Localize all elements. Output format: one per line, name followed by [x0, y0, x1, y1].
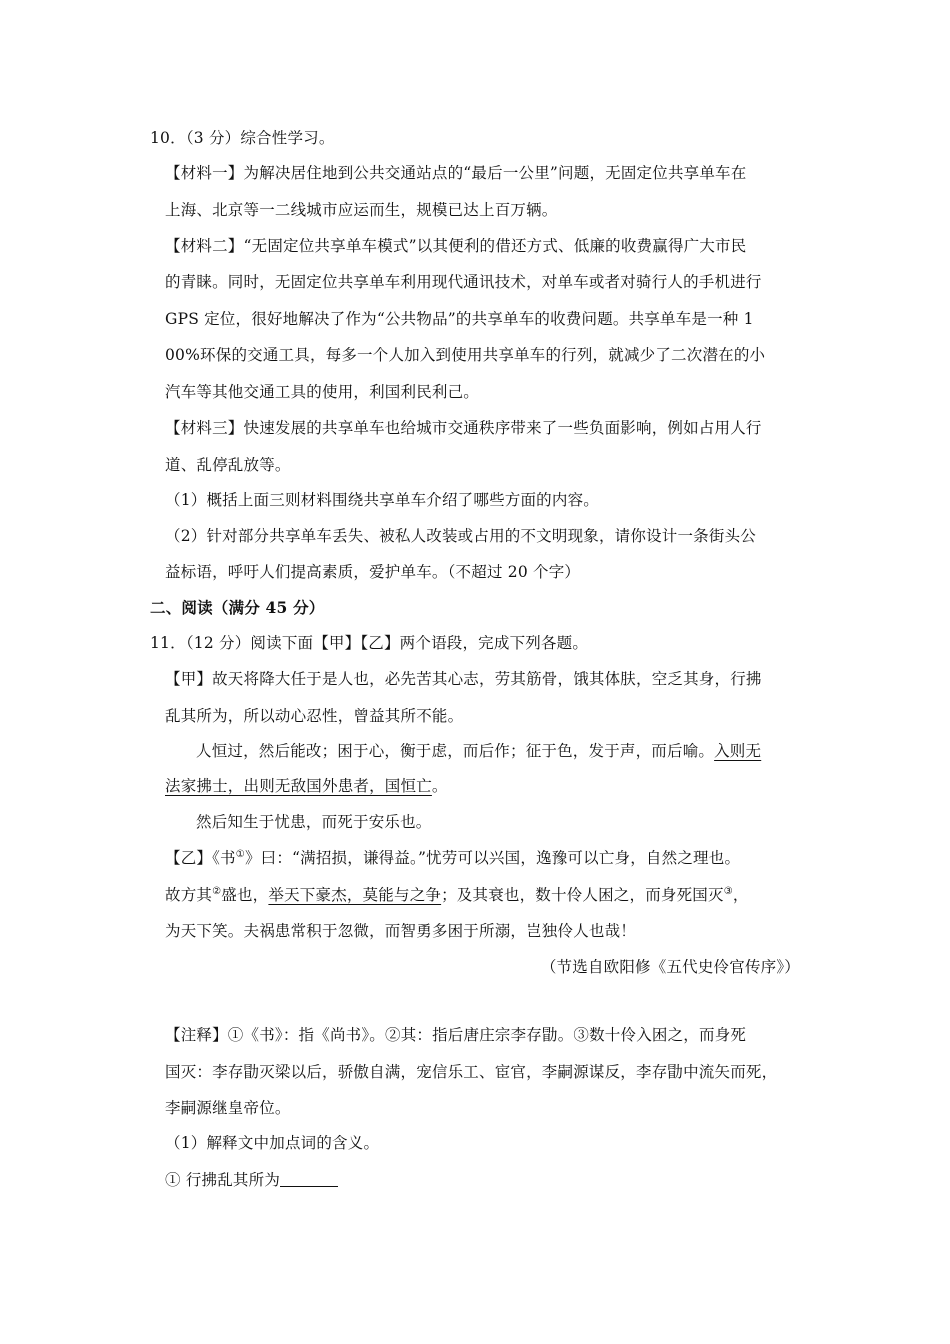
q10-title: 10．（3 分）综合性学习。 [150, 129, 335, 147]
q10-material2-line1: 【材料二】“无固定位共享单车模式”以其便利的借还方式、低廉的收费赢得广大市民 [165, 237, 747, 255]
q10-subquestion2-line2: 益标语，呼吁人们提高素质，爱护单车。（不超过 20 个字） [165, 563, 581, 581]
q10-material3-line2: 道、乱停乱放等。 [165, 456, 291, 474]
q10-material2-line3: GPS 定位，很好地解决了作为“公共物品”的共享单车的收费问题。共享单车是一种 1 [165, 310, 754, 328]
q11-yi-line1-a: 【乙】《书 [165, 849, 236, 867]
q10-material2-line2: 的青睐。同时，无固定位共享单车利用现代通讯技术，对单车或者对骑行人的手机进行 [165, 273, 762, 291]
q11-jia-underlined-part2: 法家拂士，出则无敌国外患者，国恒亡 [165, 777, 432, 795]
q10-subquestion2-line1: （2）针对部分共享单车丢失、被私人改装或占用的不文明现象，请你设计一条街头公 [165, 527, 756, 545]
q11-jia-para3: 然后知生于忧患，而死于安乐也。 [196, 813, 432, 831]
q11-yi-underlined: 举天下豪杰，莫能与之争 [268, 886, 442, 904]
q11-jia-line1: 【甲】故天将降大任于是人也，必先苦其心志，劳其筋骨，饿其体肤，空乏其身，行拂 [165, 670, 762, 688]
q11-yi-line2-d: ， [732, 886, 749, 904]
q10-subquestion1: （1）概括上面三则材料围绕共享单车介绍了哪些方面的内容。 [165, 491, 599, 509]
q11-jia-line2: 乱其所为，所以动心忍性，曾益其所不能。 [165, 707, 464, 725]
section2-title: 二、阅读（满分 45 分） [150, 598, 325, 617]
q11-jia-para2-text: 人恒过，然后能改；困于心，衡于虑，而后作；征于色，发于声，而后喻。 [196, 742, 715, 760]
q11-source: （节选自欧阳修《五代史伶官传序》） [540, 958, 800, 976]
q11-yi-line1-b: 》曰：“满招损，谦得益。”忧劳可以兴国，逸豫可以亡身，自然之理也。 [244, 849, 741, 867]
q11-jia-para2-line2 [165, 776, 448, 796]
q11-item1 [165, 1170, 338, 1190]
q11-jia-para2-period: 。 [431, 777, 448, 795]
q11-title: 11．（12 分）阅读下面【甲】【乙】两个语段，完成下列各题。 [150, 634, 589, 652]
footnote-mark-2: ② [212, 886, 222, 897]
q11-subquestion1: （1）解释文中加点词的含义。 [165, 1134, 380, 1152]
q10-material3-line1: 【材料三】快速发展的共享单车也给城市交通秩序带来了一些负面影响，例如占用人行 [165, 419, 762, 437]
q11-jia-underlined-part1: 入则无 [714, 742, 762, 760]
q10-material1-line2: 上海、北京等一二线城市应运而生，规模已达上百万辆。 [165, 201, 558, 219]
q11-note-line2: 国灭：李存勖灭梁以后，骄傲自满，宠信乐工、宦官，李嗣源谋反，李存勖中流矢而死， [165, 1063, 778, 1081]
q11-yi-line2-a: 故方其 [165, 886, 213, 904]
q10-material1-line1: 【材料一】为解决居住地到公共交通站点的“最后一公里”问题，无固定位共享单车在 [165, 164, 747, 182]
q11-note-line1: 【注释】①《书》：指《尚书》。②其：指后唐庄宗李存勖。③数十伶入困之，而身死 [165, 1026, 747, 1044]
footnote-mark-1: ① [235, 849, 245, 860]
q11-yi-line3: 为天下笑。夫祸患常积于忽微，而智勇多困于所溺，岂独伶人也哉！ [165, 922, 637, 940]
q11-yi-line2-b: 盛也， [221, 886, 269, 904]
footnote-mark-3: ③ [723, 886, 733, 897]
q10-material2-line4: 00%环保的交通工具，每多一个人加入到使用共享单车的行列，就减少了二次潜在的小 [165, 346, 766, 364]
q11-yi-line1 [165, 848, 740, 868]
q11-item1-text: ① 行拂乱其所为 [165, 1171, 281, 1189]
q11-jia-para2-line1 [196, 741, 761, 761]
answer-blank[interactable] [280, 1172, 338, 1187]
q11-yi-line2 [165, 885, 749, 905]
q11-note-line3: 李嗣源继皇帝位。 [165, 1099, 291, 1117]
q10-material2-line5: 汽车等其他交通工具的使用，利国利民利己。 [165, 383, 480, 401]
q11-yi-line2-c: ；及其衰也，数十伶人困之，而身死国灭 [441, 886, 724, 904]
